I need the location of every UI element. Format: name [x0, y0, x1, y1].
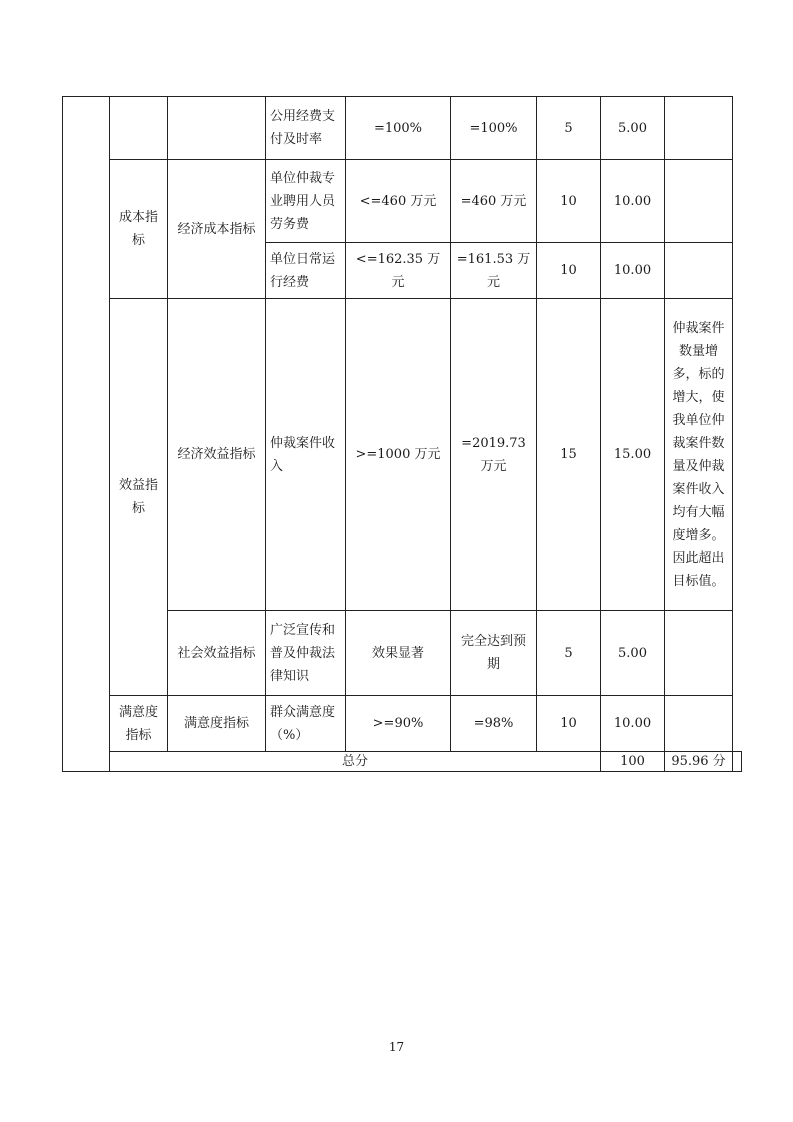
- score-cell: 10.00: [601, 696, 665, 752]
- note-cell: [665, 97, 733, 160]
- score-cell: 10.00: [601, 160, 665, 243]
- note-cell: [665, 696, 733, 752]
- target-cell: <=460 万元: [346, 160, 451, 243]
- level3-cell: [168, 97, 266, 160]
- indicator-cell: 仲裁案件收入: [266, 299, 346, 611]
- weight-cell: 10: [537, 160, 601, 243]
- table-row: [63, 160, 742, 243]
- score-cell: 10.00: [601, 243, 665, 299]
- level3-cell: 经济成本指标: [168, 160, 266, 299]
- target-cell: =100%: [346, 97, 451, 160]
- weight-cell: 15: [537, 299, 601, 611]
- note-cell: [665, 611, 733, 696]
- target-cell: <=162.35 万元: [346, 243, 451, 299]
- total-weight: 100: [601, 752, 665, 772]
- target-cell: >=90%: [346, 696, 451, 752]
- table-row: [63, 696, 742, 752]
- performance-table: [62, 96, 742, 772]
- level1-cell: [63, 97, 110, 772]
- indicator-cell: 广泛宣传和普及仲裁法律知识: [266, 611, 346, 696]
- weight-cell: 5: [537, 611, 601, 696]
- table-row: [63, 299, 742, 611]
- score-cell: 15.00: [601, 299, 665, 611]
- target-cell: >=1000 万元: [346, 299, 451, 611]
- actual-cell: =100%: [451, 97, 537, 160]
- weight-cell: 10: [537, 243, 601, 299]
- indicator-cell: 公用经费支付及时率: [266, 97, 346, 160]
- level2-cell: 效益指标: [110, 299, 168, 696]
- indicator-cell: 单位仲裁专业聘用人员劳务费: [266, 160, 346, 243]
- note-cell: 仲裁案件数量增多，标的增大，使我单位仲裁案件数量及仲裁案件收入均有大幅度增多。因此超出目标值。: [665, 299, 733, 611]
- actual-cell: =460 万元: [451, 160, 537, 243]
- total-score: 95.96 分: [665, 752, 733, 772]
- level2-cell: 成本指标: [110, 160, 168, 299]
- actual-cell: =2019.73 万元: [451, 299, 537, 611]
- table-row: [63, 97, 742, 160]
- note-cell: [665, 243, 733, 299]
- note-cell: [665, 160, 733, 243]
- total-label: 总分: [110, 752, 601, 772]
- level3-cell: 经济效益指标: [168, 299, 266, 611]
- total-row: [63, 752, 742, 772]
- indicator-cell: 群众满意度（%）: [266, 696, 346, 752]
- indicator-cell: 单位日常运行经费: [266, 243, 346, 299]
- weight-cell: 5: [537, 97, 601, 160]
- total-note: [733, 752, 742, 772]
- target-cell: 效果显著: [346, 611, 451, 696]
- weight-cell: 10: [537, 696, 601, 752]
- actual-cell: =161.53 万元: [451, 243, 537, 299]
- score-cell: 5.00: [601, 97, 665, 160]
- level2-cell: [110, 97, 168, 160]
- page-number: 17: [388, 1040, 405, 1054]
- score-cell: 5.00: [601, 611, 665, 696]
- level3-cell: 满意度指标: [168, 696, 266, 752]
- actual-cell: =98%: [451, 696, 537, 752]
- actual-cell: 完全达到预期: [451, 611, 537, 696]
- level3-cell: 社会效益指标: [168, 611, 266, 696]
- level2-cell: 满意度指标: [110, 696, 168, 752]
